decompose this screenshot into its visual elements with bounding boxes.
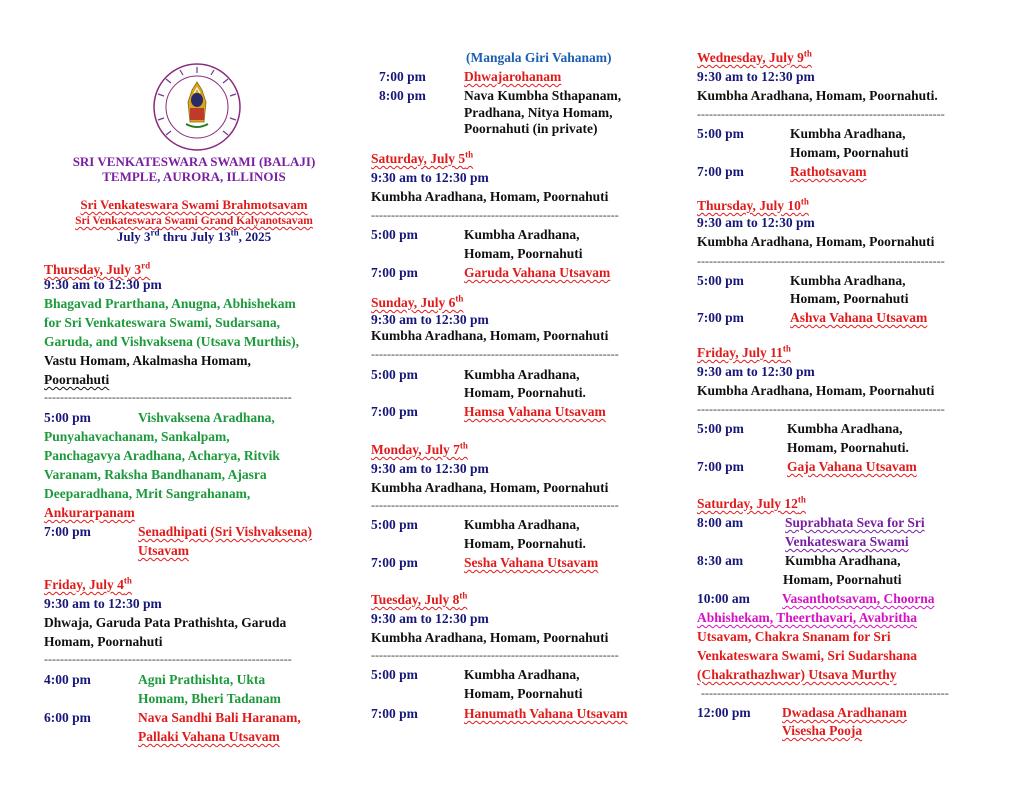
ritual-text: Vasanthotsavam, Choorna — [782, 591, 935, 606]
ritual-text: Gaja Vahana Utsavam — [787, 459, 917, 474]
event-time: 12:00 pm — [697, 705, 751, 720]
ritual-text: Utsavam, Chakra Snanam for Sri — [697, 629, 891, 644]
ritual-text: Kumbha Aradhana, Homam, Poornahuti — [371, 328, 609, 343]
event-time: 5:00 pm — [371, 227, 418, 242]
ritual-text: Hanumath Vahana Utsavam — [464, 706, 628, 721]
ritual-text: Deeparadhana, Mrit Sangrahanam, — [44, 486, 251, 501]
day-heading-friday-july-4 — [44, 576, 132, 594]
event-time: 5:00 pm — [697, 126, 744, 141]
event-time: 4:00 pm — [44, 672, 91, 687]
ritual-text: Kumbha Aradhana, Homam, Poornahuti — [371, 630, 609, 645]
event-time: 7:00 pm — [697, 164, 744, 179]
section-divider: -------------------------------------------------------------- — [44, 392, 292, 402]
ritual-text: Vastu Homam, Akalmasha Homam, — [44, 353, 251, 368]
day-heading-friday-july-11 — [697, 344, 791, 362]
day-heading-text: Wednesday, July 9 — [697, 50, 804, 65]
ritual-text: Dhwaja, Garuda Pata Prathishta, Garuda — [44, 615, 287, 630]
event-time: 7:00 pm — [44, 524, 91, 539]
section-divider: -------------------------------------------------------------- — [697, 256, 945, 266]
ritual-text: Abhishekam, Theerthavari, Avabritha — [697, 610, 918, 625]
day-heading-text: Friday, July 11 — [697, 345, 783, 360]
ritual-text: Ashva Vahana Utsavam — [790, 310, 928, 325]
ritual-text: Homam, Poornahuti — [790, 291, 909, 306]
event-time: 5:00 pm — [371, 367, 418, 382]
section-divider: -------------------------------------------------------------- — [44, 654, 292, 664]
day-heading-tuesday-july-8 — [371, 591, 467, 609]
section-divider: -------------------------------------------------------------- — [371, 500, 619, 510]
day-suffix: th — [803, 48, 812, 59]
ritual-text: (Chakrathazhwar) Utsava Murthy — [697, 667, 897, 682]
session-time: 9:30 am to 12:30 pm — [44, 596, 162, 611]
ritual-text: Venkateswara Swami, Sri Sudarshana — [697, 648, 918, 663]
ritual-text: Kumbha Aradhana, — [464, 667, 580, 682]
day-heading-wednesday-july-9 — [697, 49, 812, 67]
ritual-text: Panchagavya Aradhana, Acharya, Ritvik — [44, 448, 280, 463]
temple-seal-icon — [152, 62, 242, 152]
ritual-text: for Sri Venkateswara Swami, Sudarsana, — [44, 315, 281, 330]
ritual-text: Pallaki Vahana Utsavam — [138, 729, 280, 744]
day-heading-saturday-july-5 — [371, 150, 473, 168]
session-time: 9:30 am to 12:30 pm — [371, 611, 489, 626]
ritual-text: Senadhipati (Sri Vishvaksena) — [138, 524, 313, 539]
day-heading-thursday-july-10 — [697, 197, 809, 215]
ritual-text: Kumbha Aradhana, — [785, 553, 901, 568]
ritual-text: Kumbha Aradhana, — [464, 227, 580, 242]
ritual-text: Kumbha Aradhana, — [790, 273, 906, 288]
ritual-text: Bhagavad Prarthana, Anugna, Abhishekam — [44, 296, 296, 311]
ritual-text: Kumbha Aradhana, Homam, Poornahuti — [371, 480, 609, 495]
day-heading-text: Thursday, July 10 — [697, 198, 801, 213]
ritual-text: Homam, Poornahuti — [790, 145, 909, 160]
ritual-text: Homam, Poornahuti — [464, 246, 583, 261]
section-divider: -------------------------------------------------------------- — [701, 688, 949, 698]
ritual-text: Nava Kumbha Sthapanam, — [464, 88, 622, 103]
ritual-text: Kumbha Aradhana, Homam, Poornahuti — [697, 234, 935, 249]
event-time: 10:00 am — [697, 591, 750, 606]
day-suffix: th — [455, 293, 464, 304]
ritual-text: Homam, Poornahuti — [44, 634, 163, 649]
day-suffix: rd — [141, 260, 151, 271]
ritual-text: Varanam, Raksha Bandhanam, Ajasra — [44, 467, 267, 482]
day-suffix: th — [123, 575, 132, 586]
event-title-line1: Sri Venkateswara Swami Brahmotsavam — [80, 197, 308, 212]
event-time: 5:00 pm — [371, 517, 418, 532]
dates-year: , 2025 — [238, 229, 272, 244]
ritual-text: Utsavam — [138, 543, 189, 558]
event-time: 5:00 pm — [44, 410, 91, 425]
ritual-text: Pradhana, Nitya Homam, — [464, 105, 613, 120]
ritual-text: Kumbha Aradhana, — [787, 421, 903, 436]
day-heading-text: Monday, July 7 — [371, 442, 460, 457]
ritual-text: Vishvaksena Aradhana, — [138, 410, 275, 425]
day-heading-text: Friday, July 4 — [44, 577, 124, 592]
section-divider: -------------------------------------------------------------- — [371, 349, 619, 359]
day-suffix: th — [459, 590, 468, 601]
ritual-text: Hamsa Vahana Utsavam — [464, 404, 606, 419]
event-time: 7:00 pm — [371, 265, 418, 280]
ritual-text: Sesha Vahana Utsavam — [464, 555, 599, 570]
ritual-text: Kumbha Aradhana, — [464, 517, 580, 532]
ritual-text: Garuda, and Vishvaksena (Utsava Murthis), — [44, 334, 300, 349]
section-divider: -------------------------------------------------------------- — [697, 404, 945, 414]
ritual-text: Kumbha Aradhana, — [790, 126, 906, 141]
ritual-text: Suprabhata Seva for Sri — [785, 515, 925, 530]
ritual-text: Dwadasa Aradhanam — [782, 705, 907, 720]
dates-mid: thru July 13 — [159, 229, 231, 244]
section-divider: -------------------------------------------------------------- — [371, 210, 619, 220]
session-time: 9:30 am to 12:30 pm — [371, 170, 489, 185]
ritual-text: Garuda Vahana Utsavam — [464, 265, 611, 280]
session-time: 9:30 am to 12:30 pm — [697, 364, 815, 379]
event-title-line2: Sri Venkateswara Swami Grand Kalyanotsavam — [75, 215, 313, 227]
day-heading-monday-july-7 — [371, 441, 468, 459]
ritual-text: Kumbha Aradhana, — [464, 367, 580, 382]
session-time: 9:30 am to 12:30 pm — [697, 69, 815, 84]
event-time: 8:00 am — [697, 515, 744, 530]
event-time: 8:30 am — [697, 553, 744, 568]
day-suffix: th — [782, 343, 791, 354]
day-heading-saturday-july-12 — [697, 495, 806, 513]
day-heading-text: Saturday, July 5 — [371, 151, 466, 166]
day-suffix: th — [797, 494, 806, 505]
ritual-text: Punyahavachanam, Sankalpam, — [44, 429, 230, 444]
temple-name-line2: TEMPLE, AURORA, ILLINOIS — [102, 169, 286, 184]
day-heading-sunday-july-6 — [371, 294, 463, 312]
section-divider: -------------------------------------------------------------- — [371, 650, 619, 660]
ritual-text: Kumbha Aradhana, Homam, Poornahuti — [371, 189, 609, 204]
ritual-text: Rathotsavam — [790, 164, 867, 179]
day-heading-text: Saturday, July 12 — [697, 496, 798, 511]
event-dates — [44, 229, 344, 245]
ritual-text: (Mangala Giri Vahanam) — [466, 50, 612, 65]
event-time: 7:00 pm — [697, 459, 744, 474]
event-time: 6:00 pm — [44, 710, 91, 725]
day-suffix: th — [465, 149, 474, 160]
day-heading-text: Tuesday, July 8 — [371, 592, 460, 607]
session-time: 9:30 am to 12:30 pm — [697, 215, 815, 230]
ritual-text: Homam, Poornahuti. — [464, 536, 586, 551]
session-time: 9:30 am to 12:30 pm — [44, 277, 162, 292]
ritual-text: Ankurarpanam — [44, 505, 135, 520]
event-time: 5:00 pm — [697, 273, 744, 288]
event-time: 7:00 pm — [379, 69, 426, 84]
event-time: 7:00 pm — [371, 706, 418, 721]
temple-logo — [152, 62, 242, 152]
event-time: 7:00 pm — [371, 555, 418, 570]
ritual-text: Homam, Bheri Tadanam — [138, 691, 281, 706]
ritual-text: Poornahuti — [44, 372, 110, 387]
ritual-text: Poornahuti (in private) — [464, 121, 598, 136]
day-suffix: th — [459, 440, 468, 451]
dates-start-suffix: rd — [150, 227, 160, 238]
ritual-text: Venkateswara Swami — [785, 534, 909, 549]
ritual-text: Homam, Poornahuti. — [787, 440, 909, 455]
day-suffix: th — [800, 196, 809, 207]
dates-end-suffix: th — [230, 227, 239, 238]
ritual-text: Homam, Poornahuti — [783, 572, 902, 587]
ritual-text: Homam, Poornahuti. — [464, 385, 586, 400]
ritual-text: Dhwajarohanam — [464, 69, 562, 84]
day-heading-text: Thursday, July 3 — [44, 262, 142, 277]
event-time: 5:00 pm — [697, 421, 744, 436]
temple-name-line1: SRI VENKATESWARA SWAMI (BALAJI) — [72, 154, 316, 169]
ritual-text: Kumbha Aradhana, Homam, Poornahuti — [697, 383, 935, 398]
ritual-text: Visesha Pooja — [782, 723, 863, 738]
event-time: 7:00 pm — [697, 310, 744, 325]
ritual-text: Agni Prathishta, Ukta — [138, 672, 266, 687]
event-time: 7:00 pm — [371, 404, 418, 419]
dates-start: July 3 — [116, 229, 151, 244]
ritual-text: Homam, Poornahuti — [464, 686, 583, 701]
session-time: 9:30 am to 12:30 pm — [371, 312, 489, 327]
day-heading-text: Sunday, July 6 — [371, 295, 456, 310]
event-time: 8:00 pm — [379, 88, 426, 103]
event-time: 5:00 pm — [371, 667, 418, 682]
session-time: 9:30 am to 12:30 pm — [371, 461, 489, 476]
ritual-text: Nava Sandhi Bali Haranam, — [138, 710, 301, 725]
section-divider: -------------------------------------------------------------- — [697, 109, 945, 119]
ritual-text: Kumbha Aradhana, Homam, Poornahuti. — [697, 88, 938, 103]
